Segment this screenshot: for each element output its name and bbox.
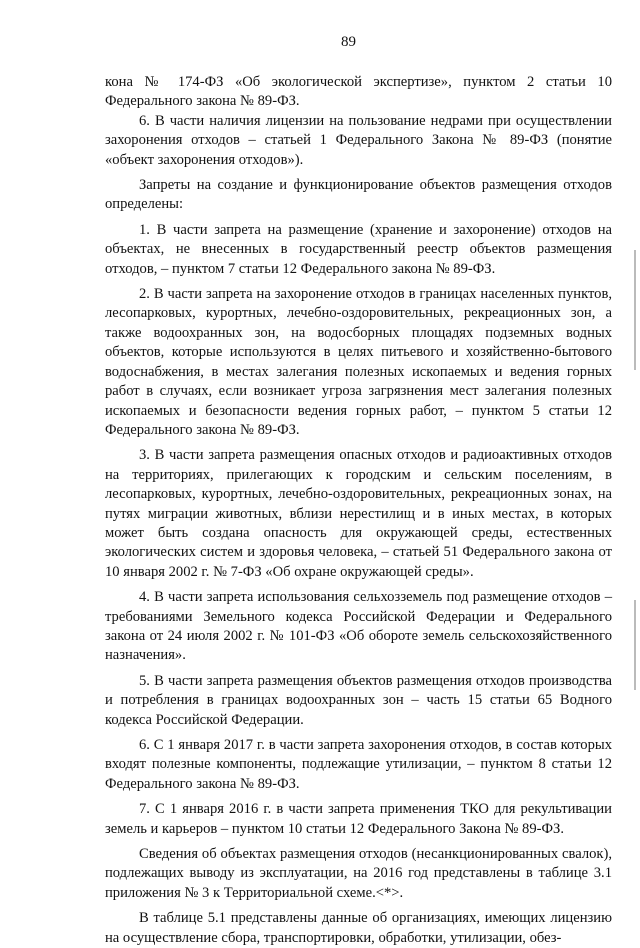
paragraph-prohibitions-intro: Запреты на создание и функционирование объектов размещения отходов определены: xyxy=(105,177,612,213)
paragraph-prohibition-3: 3. В части запрета размещения опасных отходов и радиоактивных отходов на территориях, прилегающих к городским и сельским поселениям, в лесопарковых, курортных, лечебно-оздоровительных, рекреационных зонах, на путях миграции животных, вблизи нерестилищ и в иных местах, в которых может быть создана опасность для окружающей среды, естественных экологических систем и здоровья человека, – статьей 51 Федерального закона от 10 января 2002 г. № 7-ФЗ «Об охране окружающей среды». xyxy=(105,447,612,580)
paragraph-prohibition-6: 6. С 1 января 2017 г. в части запрета захоронения отходов, в состав которых входят полезные компоненты, подлежащие утилизации, – пунктом 8 статьи 12 Федерального закона № 89-ФЗ. xyxy=(105,737,612,792)
page-number: 89 xyxy=(341,34,356,50)
paragraph-prohibition-1: 1. В части запрета на размещение (хранение и захоронение) отходов на объектах, не внесенных в государственный реестр объектов размещения отходов, – пунктом 7 статьи 12 Федерального закона № 89-ФЗ. xyxy=(105,221,612,277)
scan-margin-mark xyxy=(634,600,636,690)
paragraph-prohibition-4: 4. В части запрета использования сельхозземель под размещение отходов – требованиями Земельного кодекса Российской Федерации и Федерального закона от 24 июля 2002 г. № 101-ФЗ «Об обороте земель сельскохозяйственного назначения». xyxy=(105,589,612,664)
paragraph-continuation: кона № 174-ФЗ «Об экологической экспертизе», пунктом 2 статьи 10 Федерального закона № 89-ФЗ. xyxy=(105,74,612,110)
paragraph-table-5-1: В таблице 5.1 представлены данные об организациях, имеющих лицензию на осуществление сбора, транспортировки, обработки, утилизации, обез- xyxy=(105,910,612,946)
paragraph-waste-sites-info: Сведения об объектах размещения отходов (несанкционированных свалок), подлежащих выводу из эксплуатации, на 2016 год представлены в таблице 3.1 приложения № 3 к Территориальной схеме.<*>. xyxy=(105,846,612,901)
paragraph-prohibition-7: 7. С 1 января 2016 г. в части запрета применения ТКО для рекультивации земель и карьеров – пунктом 10 статьи 12 Федерального Закона № 89-ФЗ. xyxy=(105,801,612,837)
paragraph-prohibition-5: 5. В части запрета размещения объектов размещения отходов производства и потребления в границах водоохранных зон – часть 15 статьи 65 Водного кодекса Российской Федерации. xyxy=(105,672,612,728)
scan-margin-mark xyxy=(634,250,636,370)
paragraph-prohibition-2: 2. В части запрета на захоронение отходов в границах населенных пунктов, лесопарковых, курортных, лечебно-оздоровительных, рекреационных зон, а также водоохранных зон, на водосборных площадях подземных водных объектов, которые используются в целях питьевого и хозяйственно-бытового водоснабжения, в местах залегания полезных ископаемых и ведения горных работ в случаях, если возникает угроза загрязнения мест залегания полезных ископаемых и безопасности ведения горных работ, – пунктом 5 статьи 12 Федерального закона № 89-ФЗ. xyxy=(105,286,612,438)
document-body xyxy=(105,73,612,948)
paragraph-item-6-license: 6. В части наличия лицензии на пользование недрами при осуществлении захоронения отходов – статьей 1 Федерального Закона № 89-ФЗ (понятие «объект захоронения отходов»). xyxy=(105,112,612,168)
